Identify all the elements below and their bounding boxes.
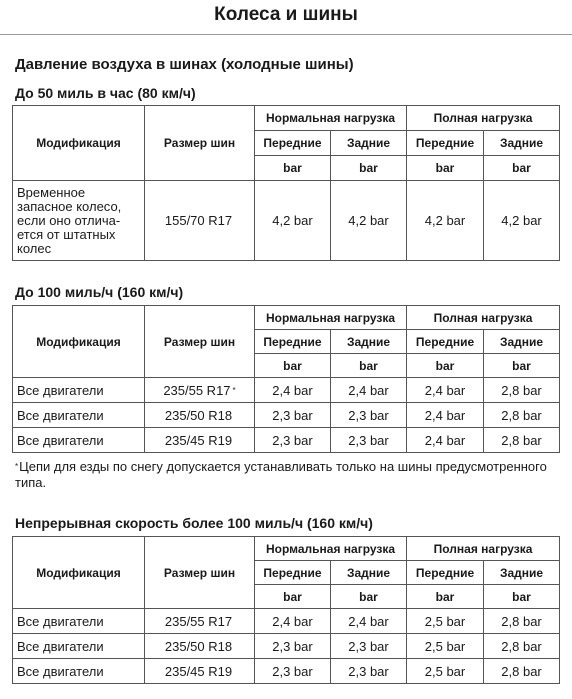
header-rear: Задние bbox=[484, 330, 560, 354]
header-tyre-size: Размер шин bbox=[145, 537, 255, 609]
model-cell: Все двигатели bbox=[13, 428, 145, 453]
model-cell: Все двигатели bbox=[13, 659, 145, 684]
model-cell: Все двигатели bbox=[13, 378, 145, 403]
header-full-load: Полная нагрузка bbox=[407, 106, 560, 131]
header-front: Передние bbox=[255, 561, 331, 585]
pressure-table-3 bbox=[12, 536, 560, 684]
header-rear: Задние bbox=[331, 561, 407, 585]
header-front: Передние bbox=[255, 131, 331, 156]
header-unit: bar bbox=[484, 354, 560, 378]
footnote-marker: * bbox=[15, 462, 19, 471]
pressure-cell: 2,4 bar bbox=[407, 403, 484, 428]
header-rear: Задние bbox=[331, 131, 407, 156]
table-row bbox=[13, 428, 560, 453]
pressure-cell: 2,3 bar bbox=[255, 403, 331, 428]
tyre-size-cell: 235/50 R18 bbox=[145, 634, 255, 659]
pressure-cell: 4,2 bar bbox=[255, 181, 331, 261]
pressure-cell: 2,3 bar bbox=[331, 659, 407, 684]
table-row bbox=[13, 181, 560, 261]
tyre-size-cell: 155/70 R17 bbox=[145, 181, 255, 261]
model-cell: Все двигатели bbox=[13, 403, 145, 428]
table-row bbox=[13, 378, 560, 403]
pressure-cell: 4,2 bar bbox=[407, 181, 484, 261]
tyre-size-cell: 235/45 R19 bbox=[145, 428, 255, 453]
pressure-cell: 2,8 bar bbox=[484, 428, 560, 453]
pressure-table-1 bbox=[12, 105, 560, 261]
pressure-cell: 2,4 bar bbox=[331, 609, 407, 634]
pressure-cell: 2,8 bar bbox=[484, 403, 560, 428]
header-unit: bar bbox=[407, 354, 484, 378]
model-cell: Временное запасное колесо, если оно отлича-ется от штатных колес bbox=[13, 181, 145, 261]
pressure-cell: 2,3 bar bbox=[331, 428, 407, 453]
pressure-table-2 bbox=[12, 305, 560, 453]
header-unit: bar bbox=[255, 585, 331, 609]
header-front: Передние bbox=[407, 561, 484, 585]
header-tyre-size: Размер шин bbox=[145, 106, 255, 181]
table-2-heading: До 100 миль/ч (160 км/ч) bbox=[15, 284, 184, 300]
pressure-cell: 2,8 bar bbox=[484, 659, 560, 684]
pressure-cell: 2,3 bar bbox=[331, 403, 407, 428]
model-cell: Все двигатели bbox=[13, 609, 145, 634]
pressure-cell: 2,5 bar bbox=[407, 609, 484, 634]
footnote-text: Цепи для езды по снегу допускается устанавливать только на шины предусмотренного типа. bbox=[15, 459, 547, 490]
header-normal-load: Нормальная нагрузка bbox=[255, 306, 407, 330]
header-unit: bar bbox=[255, 156, 331, 181]
header-front: Передние bbox=[407, 330, 484, 354]
pressure-cell: 2,5 bar bbox=[407, 659, 484, 684]
pressure-cell: 2,8 bar bbox=[484, 609, 560, 634]
model-cell: Все двигатели bbox=[13, 634, 145, 659]
header-full-load: Полная нагрузка bbox=[407, 306, 560, 330]
header-normal-load: Нормальная нагрузка bbox=[255, 537, 407, 561]
header-rear: Задние bbox=[484, 131, 560, 156]
title-divider bbox=[0, 34, 572, 35]
header-unit: bar bbox=[484, 585, 560, 609]
header-unit: bar bbox=[407, 585, 484, 609]
pressure-cell: 2,8 bar bbox=[484, 634, 560, 659]
header-model: Модификация bbox=[13, 106, 145, 181]
header-unit: bar bbox=[331, 585, 407, 609]
footnote-marker: * bbox=[232, 385, 236, 395]
table-row bbox=[13, 659, 560, 684]
section-title: Давление воздуха в шинах (холодные шины) bbox=[15, 56, 354, 73]
header-unit: bar bbox=[407, 156, 484, 181]
header-tyre-size: Размер шин bbox=[145, 306, 255, 378]
pressure-cell: 4,2 bar bbox=[484, 181, 560, 261]
pressure-cell: 2,3 bar bbox=[255, 428, 331, 453]
pressure-cell: 2,3 bar bbox=[255, 634, 331, 659]
header-front: Передние bbox=[407, 131, 484, 156]
page-title: Колеса и шины bbox=[214, 4, 358, 25]
header-unit: bar bbox=[331, 354, 407, 378]
pressure-cell: 2,5 bar bbox=[407, 634, 484, 659]
pressure-cell: 2,4 bar bbox=[407, 378, 484, 403]
table-1-heading: До 50 миль в час (80 км/ч) bbox=[15, 85, 196, 101]
tyre-size-cell: 235/55 R17 bbox=[145, 609, 255, 634]
header-model: Модификация bbox=[13, 537, 145, 609]
header-unit: bar bbox=[255, 354, 331, 378]
tyre-size-cell: 235/45 R19 bbox=[145, 659, 255, 684]
pressure-cell: 2,3 bar bbox=[331, 634, 407, 659]
header-full-load: Полная нагрузка bbox=[407, 537, 560, 561]
header-unit: bar bbox=[484, 156, 560, 181]
pressure-cell: 2,3 bar bbox=[255, 659, 331, 684]
header-model: Модификация bbox=[13, 306, 145, 378]
table-3-heading: Непрерывная скорость более 100 миль/ч (160 км/ч) bbox=[15, 515, 373, 531]
pressure-cell: 2,4 bar bbox=[331, 378, 407, 403]
header-front: Передние bbox=[255, 330, 331, 354]
table-row bbox=[13, 609, 560, 634]
header-unit: bar bbox=[331, 156, 407, 181]
table-row bbox=[13, 403, 560, 428]
pressure-cell: 2,4 bar bbox=[407, 428, 484, 453]
header-rear: Задние bbox=[484, 561, 560, 585]
table-row bbox=[13, 634, 560, 659]
pressure-cell: 4,2 bar bbox=[331, 181, 407, 261]
pressure-cell: 2,8 bar bbox=[484, 378, 560, 403]
tyre-size-cell: 235/50 R18 bbox=[145, 403, 255, 428]
tyre-size-cell: 235/55 R17 * bbox=[145, 378, 255, 403]
header-normal-load: Нормальная нагрузка bbox=[255, 106, 407, 131]
footnote bbox=[15, 459, 560, 491]
header-rear: Задние bbox=[331, 330, 407, 354]
pressure-cell: 2,4 bar bbox=[255, 378, 331, 403]
pressure-cell: 2,4 bar bbox=[255, 609, 331, 634]
